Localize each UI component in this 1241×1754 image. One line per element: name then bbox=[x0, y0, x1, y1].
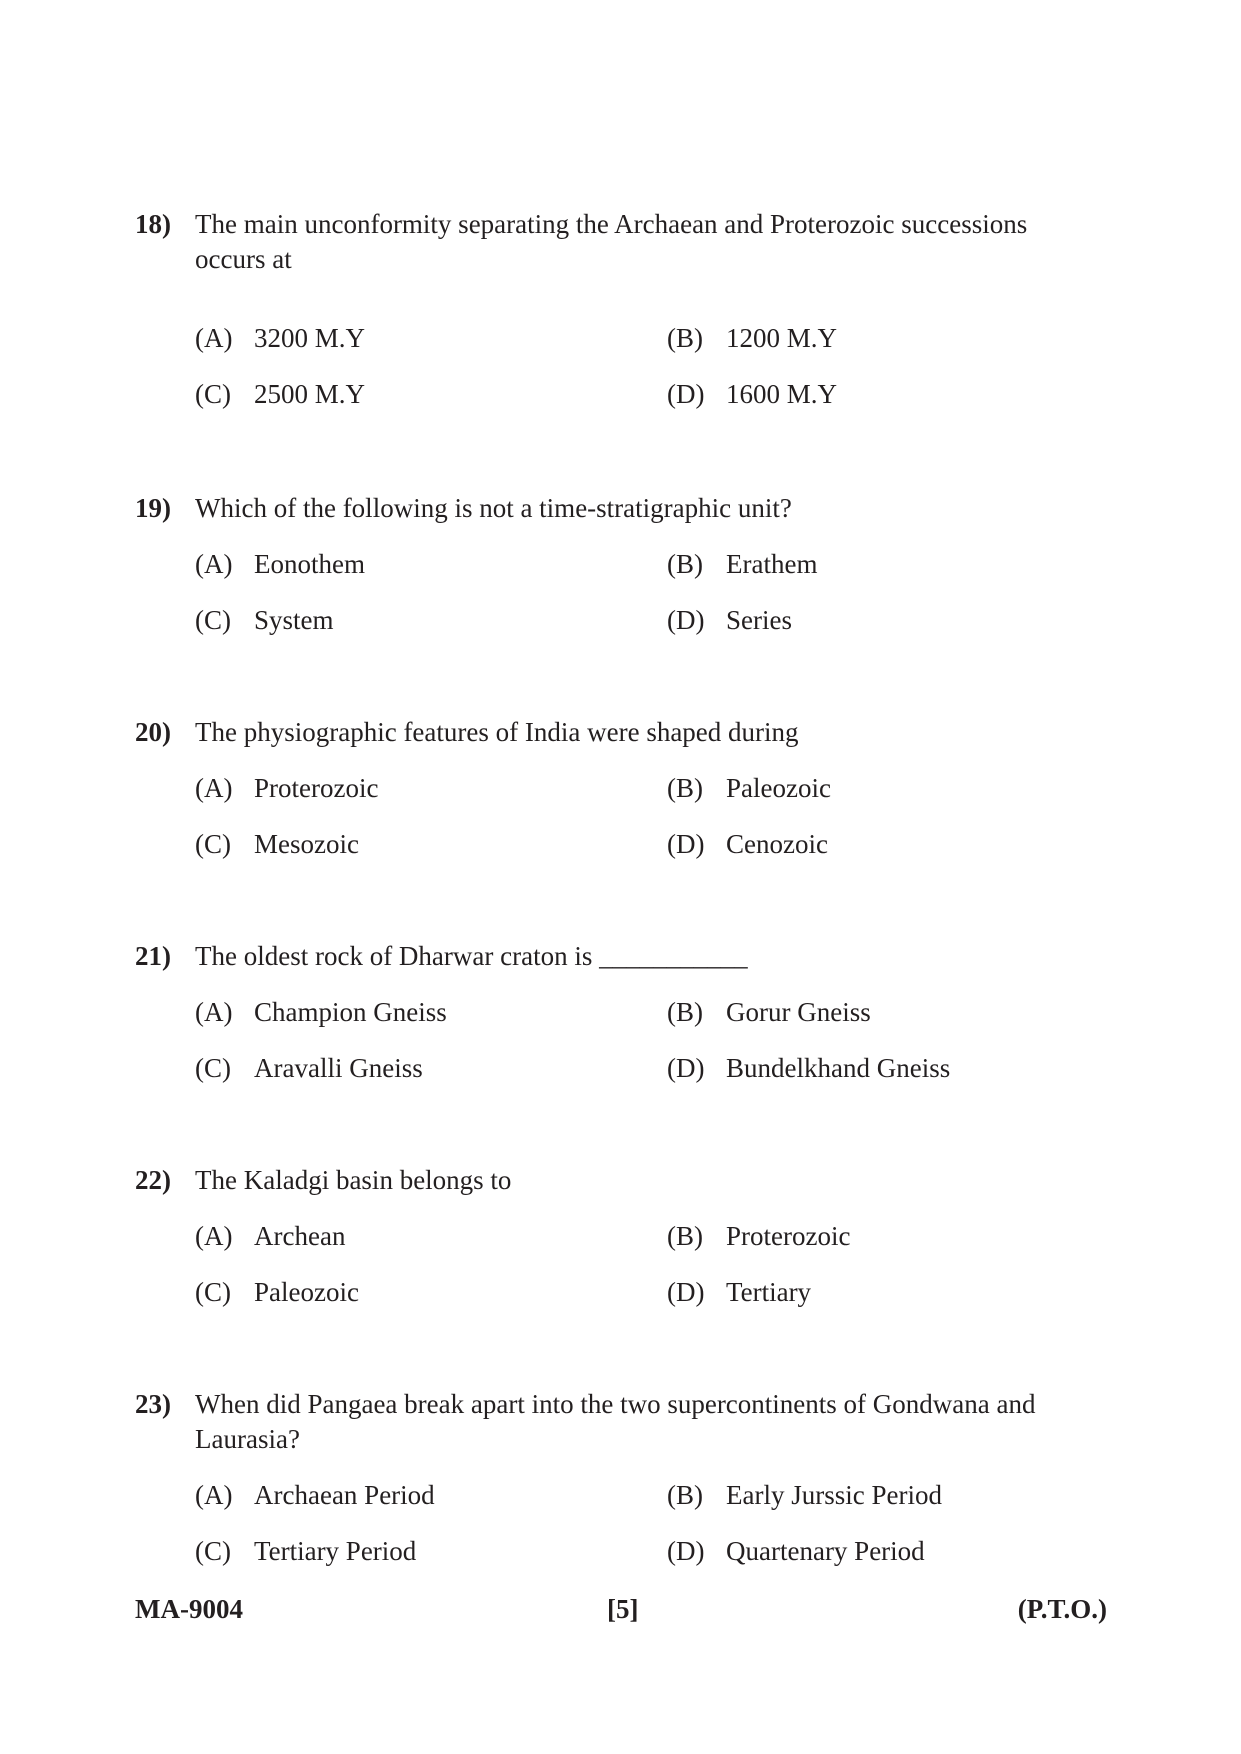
option-letter: (D) bbox=[667, 605, 705, 635]
option-letter: (B) bbox=[667, 323, 703, 353]
option-text: Proterozoic bbox=[254, 773, 379, 803]
option-d bbox=[667, 603, 1087, 638]
option-b bbox=[667, 547, 1087, 582]
option-letter: (A) bbox=[195, 997, 233, 1027]
question-21 bbox=[135, 939, 1095, 1086]
option-d bbox=[667, 1051, 1087, 1086]
options-grid bbox=[195, 1478, 1095, 1569]
option-letter: (C) bbox=[195, 1536, 231, 1566]
options-grid bbox=[195, 547, 1095, 638]
option-letter: (A) bbox=[195, 323, 233, 353]
question-23 bbox=[135, 1387, 1095, 1569]
option-letter: (B) bbox=[667, 1221, 703, 1251]
option-text: System bbox=[254, 605, 334, 635]
option-letter: (D) bbox=[667, 1053, 705, 1083]
option-letter: (A) bbox=[195, 1221, 233, 1251]
option-letter: (D) bbox=[667, 829, 705, 859]
option-d bbox=[667, 1534, 1087, 1569]
option-b bbox=[667, 321, 1087, 356]
question-number: 19) bbox=[135, 493, 171, 523]
option-c bbox=[195, 1275, 667, 1310]
option-letter: (B) bbox=[667, 1480, 703, 1510]
question-number: 22) bbox=[135, 1165, 171, 1195]
question-text: The oldest rock of Dharwar craton is ___________ bbox=[195, 941, 748, 971]
option-a bbox=[195, 1478, 667, 1513]
question-text: Which of the following is not a time-stratigraphic unit? bbox=[195, 493, 792, 523]
option-b bbox=[667, 995, 1087, 1030]
option-letter: (C) bbox=[195, 1277, 231, 1307]
question-text: The Kaladgi basin belongs to bbox=[195, 1165, 512, 1195]
option-letter: (C) bbox=[195, 605, 231, 635]
option-text: Series bbox=[726, 605, 792, 635]
option-text: Cenozoic bbox=[726, 829, 828, 859]
option-letter: (C) bbox=[195, 379, 231, 409]
question-22 bbox=[135, 1163, 1095, 1310]
option-text: Paleozoic bbox=[726, 773, 831, 803]
option-letter: (D) bbox=[667, 1277, 705, 1307]
please-turn-over: (P.T.O.) bbox=[1017, 1594, 1107, 1624]
option-text: Tertiary bbox=[726, 1277, 812, 1307]
option-c bbox=[195, 827, 667, 862]
option-a bbox=[195, 995, 667, 1030]
option-text: Bundelkhand Gneiss bbox=[726, 1053, 951, 1083]
option-text: Champion Gneiss bbox=[254, 997, 447, 1027]
option-text: 3200 M.Y bbox=[254, 323, 366, 353]
option-letter: (B) bbox=[667, 549, 703, 579]
option-text: 1200 M.Y bbox=[726, 323, 838, 353]
option-text: Quartenary Period bbox=[726, 1536, 925, 1566]
option-letter: (A) bbox=[195, 549, 233, 579]
question-18 bbox=[135, 207, 1095, 412]
option-letter: (A) bbox=[195, 1480, 233, 1510]
paper-code: MA-9004 bbox=[135, 1594, 243, 1624]
question-text: The physiographic features of India were shaped during bbox=[195, 717, 799, 747]
option-text: 1600 M.Y bbox=[726, 379, 838, 409]
question-header bbox=[135, 715, 1095, 750]
option-text: Mesozoic bbox=[254, 829, 359, 859]
option-b bbox=[667, 1219, 1087, 1254]
options-grid bbox=[195, 321, 1095, 412]
options-grid bbox=[195, 995, 1095, 1086]
option-c bbox=[195, 1534, 667, 1569]
question-text: The main unconformity separating the Archaean and Proterozoic successions occurs at bbox=[195, 209, 1028, 274]
option-b bbox=[667, 1478, 1087, 1513]
question-number: 23) bbox=[135, 1389, 171, 1419]
option-letter: (D) bbox=[667, 379, 705, 409]
option-text: Aravalli Gneiss bbox=[254, 1053, 423, 1083]
option-c bbox=[195, 603, 667, 638]
question-text: When did Pangaea break apart into the two supercontinents of Gondwana and Laurasia? bbox=[195, 1389, 1036, 1454]
option-b bbox=[667, 771, 1087, 806]
option-c bbox=[195, 1051, 667, 1086]
option-letter: (B) bbox=[667, 997, 703, 1027]
option-letter: (C) bbox=[195, 829, 231, 859]
option-c bbox=[195, 377, 667, 412]
option-text: Paleozoic bbox=[254, 1277, 359, 1307]
option-a bbox=[195, 547, 667, 582]
option-text: Erathem bbox=[726, 549, 818, 579]
question-header bbox=[135, 1163, 1095, 1198]
question-19 bbox=[135, 491, 1095, 638]
option-text: Eonothem bbox=[254, 549, 365, 579]
question-header bbox=[135, 207, 1095, 277]
option-letter: (B) bbox=[667, 773, 703, 803]
option-text: Gorur Gneiss bbox=[726, 997, 871, 1027]
option-letter: (A) bbox=[195, 773, 233, 803]
option-text: Proterozoic bbox=[726, 1221, 851, 1251]
options-grid bbox=[195, 771, 1095, 862]
option-letter: (C) bbox=[195, 1053, 231, 1083]
option-d bbox=[667, 827, 1087, 862]
option-letter: (D) bbox=[667, 1536, 705, 1566]
question-header bbox=[135, 1387, 1095, 1457]
option-d bbox=[667, 377, 1087, 412]
option-d bbox=[667, 1275, 1087, 1310]
option-text: 2500 M.Y bbox=[254, 379, 366, 409]
option-text: Early Jurssic Period bbox=[726, 1480, 942, 1510]
option-a bbox=[195, 321, 667, 356]
question-number: 21) bbox=[135, 941, 171, 971]
option-text: Archaean Period bbox=[254, 1480, 435, 1510]
page-number: [5] bbox=[607, 1594, 639, 1624]
question-header bbox=[135, 939, 1095, 974]
options-grid bbox=[195, 1219, 1095, 1310]
question-number: 20) bbox=[135, 717, 171, 747]
question-number: 18) bbox=[135, 209, 171, 239]
option-text: Archean bbox=[254, 1221, 346, 1251]
option-a bbox=[195, 771, 667, 806]
option-text: Tertiary Period bbox=[254, 1536, 417, 1566]
question-header bbox=[135, 491, 1095, 526]
option-a bbox=[195, 1219, 667, 1254]
question-20 bbox=[135, 715, 1095, 862]
